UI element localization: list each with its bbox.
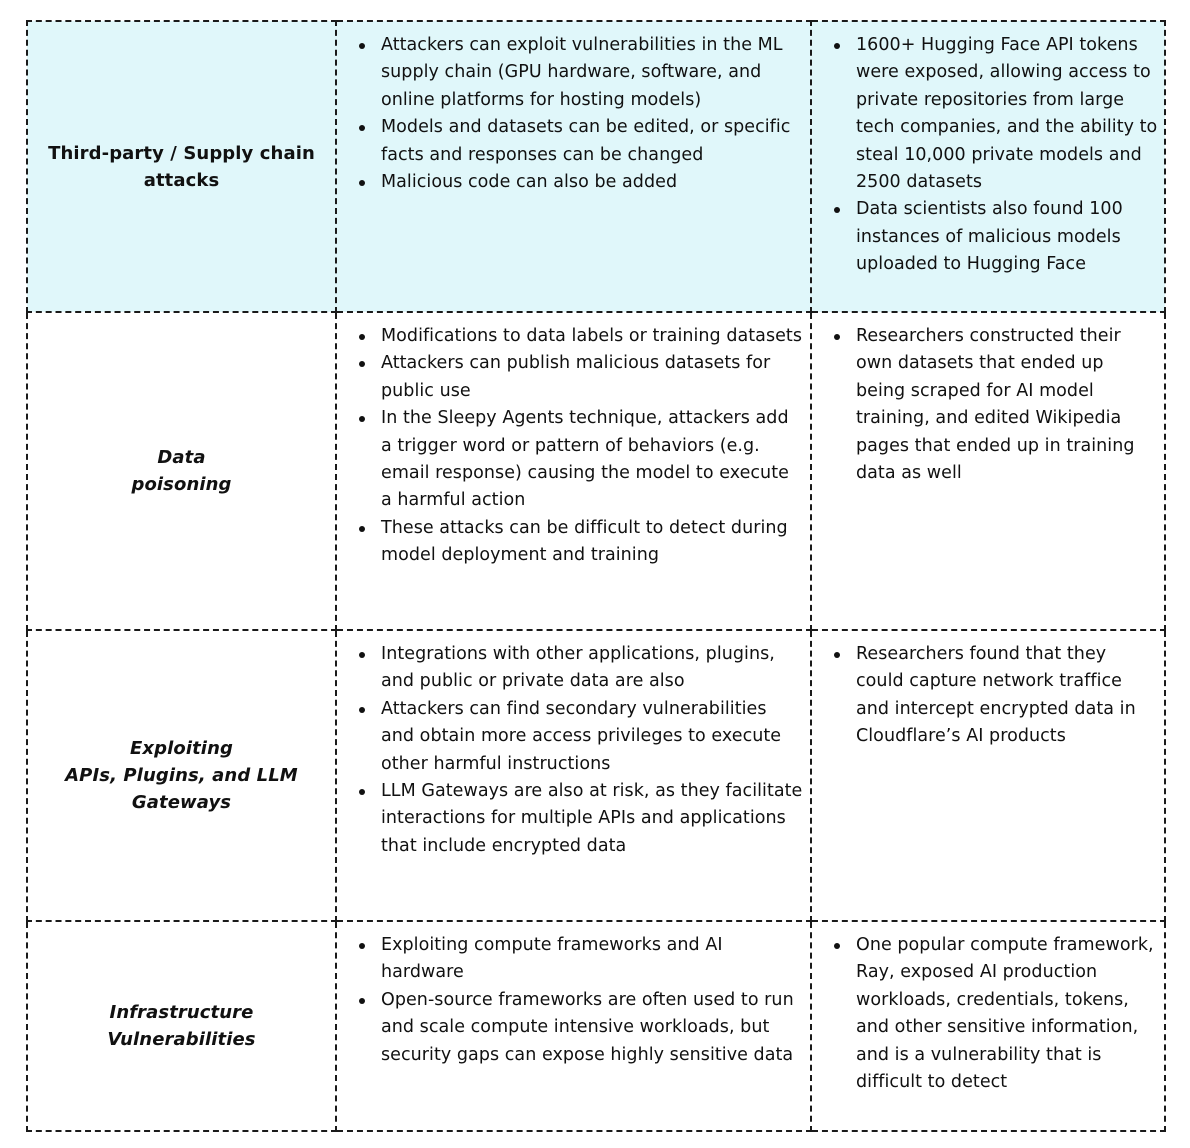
category-label [107,999,255,1053]
category-cell [27,21,336,312]
list-item: Open-source frameworks are often used to run and scale compute intensive workloads, but security gaps can expose highly sensitive data [359,987,804,1069]
category-line: APIs, Plugins, and LLM [65,765,298,786]
description-list [337,922,810,1069]
category-cell [27,630,336,921]
description-cell [336,630,811,921]
table-row [27,630,1165,921]
list-item: These attacks can be difficult to detect during model deployment and training [359,515,804,570]
list-item: Researchers constructed their own datasets that ended up being scraped for AI model training, and edited Wikipedia pages that ended up in training data as well [834,323,1158,487]
list-item: Exploiting compute frameworks and AI hardware [359,932,804,987]
category-line: Gateways [131,792,232,813]
category-line: poisoning [131,474,232,495]
table-row [27,312,1165,630]
category-line: Vulnerabilities [107,1029,256,1050]
list-item: One popular compute framework, Ray, exposed AI production workloads, credentials, tokens, and other sensitive information, and is a vulnerability that is difficult to detect [834,932,1158,1096]
list-item: Attackers can find secondary vulnerabilities and obtain more access privileges to execute other harmful instructions [359,696,804,778]
list-item: 1600+ Hugging Face API tokens were exposed, allowing access to private repositories from large tech companies, and the ability to steal 10,000 private models and 2500 datasets [834,32,1158,196]
category-line: attacks [143,169,220,191]
description-list [337,22,810,196]
list-item: Malicious code can also be added [359,169,804,196]
example-list [812,313,1164,487]
description-list [337,631,810,860]
threat-table [26,20,1166,1132]
category-cell [27,921,336,1131]
category-label [131,444,231,498]
category-line: Exploiting [130,738,233,759]
example-cell [811,921,1165,1131]
list-item: Integrations with other applications, plugins, and public or private data are also [359,641,804,696]
example-cell [811,630,1165,921]
category-line: Infrastructure [109,1002,254,1023]
list-item: LLM Gateways are also at risk, as they facilitate interactions for multiple APIs and applications that include encrypted data [359,778,804,860]
table-row [27,21,1165,312]
category-label [65,735,298,816]
list-item: In the Sleepy Agents technique, attackers add a trigger word or pattern of behaviors (e.g. email response) causing the model to execute a harmful action [359,405,804,515]
list-item: Data scientists also found 100 instances of malicious models uploaded to Hugging Face [834,196,1158,278]
description-list [337,313,810,570]
example-cell [811,312,1165,630]
category-cell [27,312,336,630]
description-cell [336,21,811,312]
list-item: Models and datasets can be edited, or specific facts and responses can be changed [359,114,804,169]
description-cell [336,921,811,1131]
list-item: Attackers can exploit vulnerabilities in the ML supply chain (GPU hardware, software, and online platforms for hosting models) [359,32,804,114]
description-cell [336,312,811,630]
example-list [812,22,1164,279]
category-line: Data [157,447,206,468]
example-list [812,631,1164,751]
list-item: Attackers can publish malicious datasets for public use [359,350,804,405]
example-list [812,922,1164,1096]
list-item: Modifications to data labels or training datasets [359,323,804,350]
category-line: Third-party / Supply chain [48,142,315,164]
example-cell [811,21,1165,312]
list-item: Researchers found that they could capture network traffice and intercept encrypted data in Cloudflare’s AI products [834,641,1158,751]
category-label [48,140,315,194]
table-row [27,921,1165,1131]
